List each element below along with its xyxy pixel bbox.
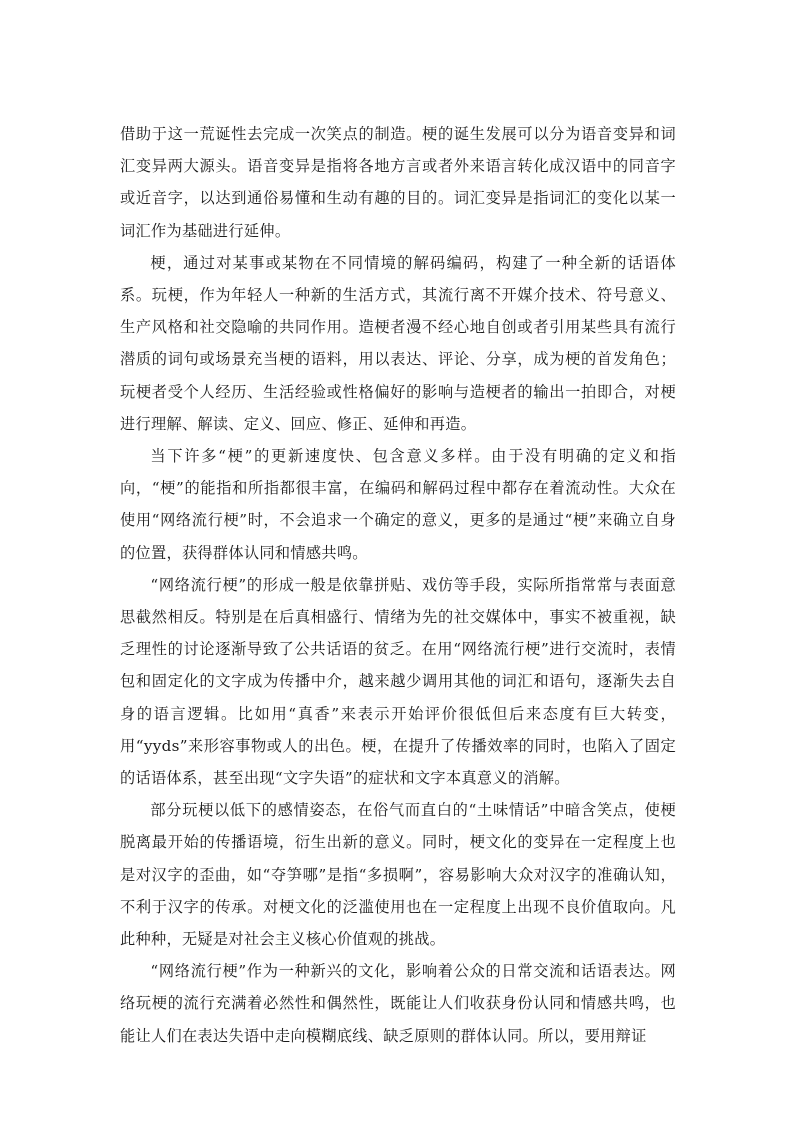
paragraph-5: 部分玩梗以低下的感情姿态，在俗气而直白的“土味情话”中暗含笑点，使梗脱离最开始的传播语境，衍生出新的意义。同时，梗文化的变异在一定程度上也是对汉字的歪曲，如“夺笋哪”是指“多损啊”，容易影响大众对汉字的准确认知，不利于汉字的传承。对梗文化的泛滥使用也在一定程度上出现不良价值取向。凡此种种，无疑是对社会主义核心价值观的挑战。 (120, 801, 676, 949)
paragraph-3: 当下许多“梗”的更新速度快、包含意义多样。由于没有明确的定义和指向，“梗”的能指和所指都很丰富，在编码和解码过程中都存在着流动性。大众在使用“网络流行梗”时，不会追求一个确定的意义，更多的是通过“梗”来确立自身的位置，获得群体认同和情感共鸣。 (120, 447, 676, 562)
paragraph-2: 梗，通过对某事或某物在不同情境的解码编码，构建了一种全新的话语体系。玩梗，作为年轻人一种新的生活方式，其流行离不开媒介技术、符号意义、生产风格和社交隐喻的共同作用。造梗者漫不经心地自创或者引用某些具有流行潜质的词句或场景充当梗的语料，用以表达、评论、分享，成为梗的首发角色；玩梗者受个人经历、生活经验或性格偏好的影响与造梗者的输出一拍即合，对梗进行理解、解读、定义、回应、修正、延伸和再造。 (120, 253, 676, 433)
document-body (120, 118, 676, 1052)
paragraph-1: 借助于这一荒诞性去完成一次笑点的制造。梗的诞生发展可以分为语音变异和词汇变异两大源头。语音变异是指将各地方言或者外来语言转化成汉语中的同音字或近音字，以达到通俗易懂和生动有趣的目的。词汇变异是指词汇的变化以某一词汇作为基础进行延伸。 (120, 125, 676, 240)
paragraph-6: “网络流行梗”作为一种新兴的文化，影响着公众的日常交流和话语表达。网络玩梗的流行充满着必然性和偶然性，既能让人们收获身份认同和情感共鸣，也能让人们在表达失语中走向模糊底线、缺乏原则的群体认同。所以，要用辩证 (120, 962, 676, 1045)
paragraph-4: “网络流行梗”的形成一般是依靠拼贴、戏仿等手段，实际所指常常与表面意思截然相反。特别是在后真相盛行、情绪为先的社交媒体中，事实不被重视，缺乏理性的讨论逐渐导致了公共话语的贫乏。在用“网络流行梗”进行交流时，表情包和固定化的文字成为传播中介，越来越少调用其他的词汇和语句，逐渐失去自身的语言逻辑。比如用“真香”来表示开始评价很低但后来态度有巨大转变，用“yyds”来形容事物或人的出色。梗，在提升了传播效率的同时，也陷入了固定的话语体系，甚至出现“文字失语”的症状和文字本真意义的消解。 (120, 575, 676, 788)
